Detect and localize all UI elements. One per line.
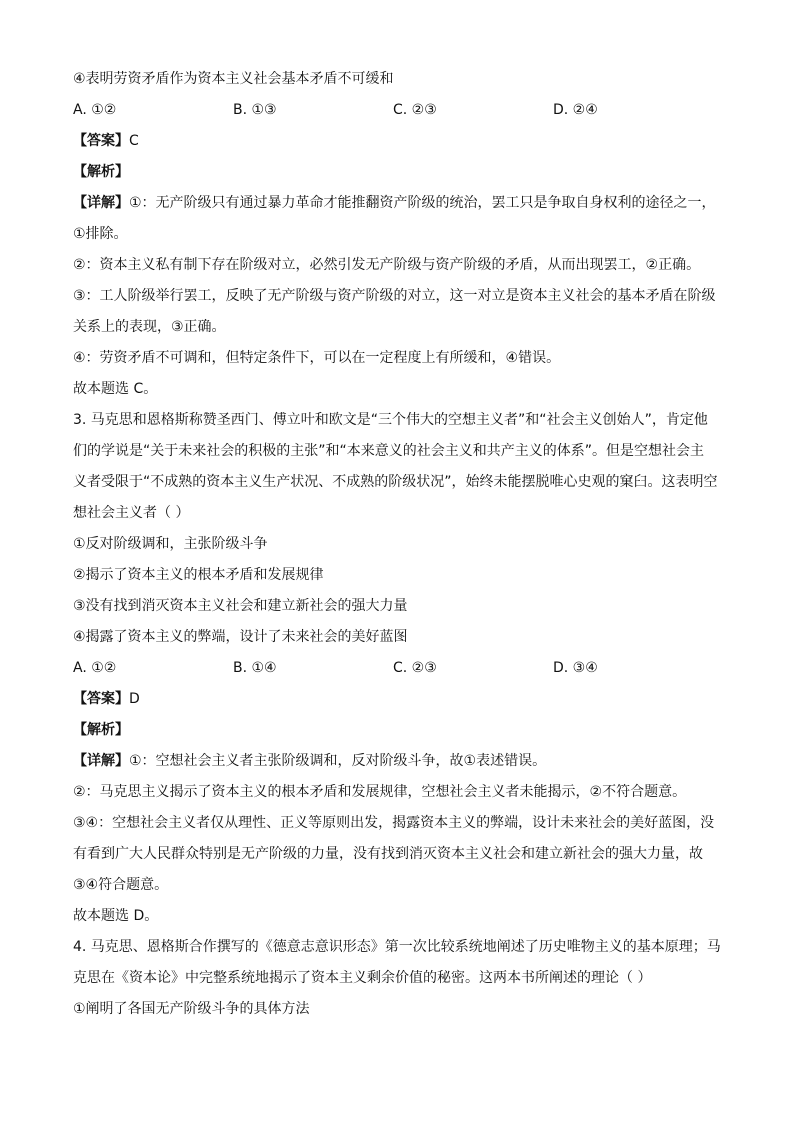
q3-detail-line-3: ③④：空想社会主义者仅从理性、正义等原则出发，揭露资本主义的弊端，设计未来社会的美好蓝图，没 xyxy=(73,815,715,831)
detail-tag: 【详解】 xyxy=(73,753,129,769)
q3-stem-line-4: 想社会主义者（ ） xyxy=(73,505,190,521)
q2-choice-c: C. ②③ xyxy=(393,102,437,118)
q4-stem-line-2: 克思在《资本论》中完整系统地揭示了资本主义剩余价值的秘密。这两本书所阐述的理论（ ） xyxy=(73,970,652,986)
q4-option-1: ①阐明了各国无产阶级斗争的具体方法 xyxy=(73,1001,310,1017)
q3-choice-a: A. ①② xyxy=(73,660,117,676)
q3-detail-line-2: ②：马克思主义揭示了资本主义的根本矛盾和发展规律，空想社会主义者未能揭示，②不符合题意。 xyxy=(73,784,687,800)
answer-tag: 【答案】 xyxy=(73,133,129,149)
answer-value: D xyxy=(129,691,140,707)
q3-detail-line-4: 有看到广大人民群众特别是无产阶级的力量，没有找到消灭资本主义社会和建立新社会的强大力量，故 xyxy=(73,846,703,862)
q2-choices xyxy=(73,95,723,126)
q3-stem-line-3: 义者受限于“不成熟的资本主义生产状况、不成熟的阶级状况”，始终未能摆脱唯心史观的窠臼。这表明空 xyxy=(73,474,718,490)
answer-tag: 【答案】 xyxy=(73,691,129,707)
q2-choice-d: D. ②④ xyxy=(553,102,598,118)
q3-option-3: ③没有找到消灭资本主义社会和建立新社会的强大力量 xyxy=(73,598,408,614)
q2-answer xyxy=(73,126,723,157)
q3-detail-line-5: ③④符合题意。 xyxy=(73,877,169,893)
q2-conclusion: 故本题选 C。 xyxy=(73,381,158,397)
q3-stem-line-1: 3. 马克思和恩格斯称赞圣西门、傅立叶和欧文是“三个伟大的空想主义者”和“社会主义创始人”，肯定他 xyxy=(73,412,708,428)
q3-choices xyxy=(73,653,723,684)
q2-choice-b: B. ①③ xyxy=(233,102,277,118)
q2-option-4: ④表明劳资矛盾作为资本主义社会基本矛盾不可缓和 xyxy=(73,71,394,87)
q3-stem-line-2: 们的学说是“关于未来社会的积极的主张”和“本来意义的社会主义和共产主义的体系”。但是空想社会主 xyxy=(73,443,705,459)
q3-option-1: ①反对阶级调和，主张阶级斗争 xyxy=(73,536,268,552)
q2-analysis-heading: 【解析】 xyxy=(73,164,129,180)
q3-choice-d: D. ③④ xyxy=(553,660,598,676)
detail-text: ①：空想社会主义者主张阶级调和，反对阶级斗争，故①表述错误。 xyxy=(129,753,547,769)
q3-analysis-heading: 【解析】 xyxy=(73,722,129,738)
q2-choice-a: A. ①② xyxy=(73,102,117,118)
document-body xyxy=(73,64,723,1025)
q2-detail-line-1 xyxy=(73,188,723,219)
detail-text: ①：无产阶级只有通过暴力革命才能推翻资产阶级的统治，罢工只是争取自身权利的途径之一， xyxy=(129,195,716,211)
q2-detail-line-2: ①排除。 xyxy=(73,226,128,242)
q2-detail-line-6: ④：劳资矛盾不可调和，但特定条件下，可以在一定程度上有所缓和，④错误。 xyxy=(73,350,561,366)
answer-value: C xyxy=(129,133,139,149)
q3-choice-c: C. ②③ xyxy=(393,660,437,676)
q3-choice-b: B. ①④ xyxy=(233,660,277,676)
q4-stem-line-1: 4. 马克思、恩格斯合作撰写的《德意志意识形态》第一次比较系统地阐述了历史唯物主义的基本原理；马 xyxy=(73,939,721,955)
q2-detail-line-3: ②：资本主义私有制下存在阶级对立，必然引发无产阶级与资产阶级的矛盾，从而出现罢工，②正确。 xyxy=(73,257,701,273)
q3-conclusion: 故本题选 D。 xyxy=(73,908,159,924)
q2-detail-line-5: 关系上的表现，③正确。 xyxy=(73,319,226,335)
q3-option-2: ②揭示了资本主义的根本矛盾和发展规律 xyxy=(73,567,324,583)
q2-detail-line-4: ③：工人阶级举行罢工，反映了无产阶级与资产阶级的对立，这一对立是资本主义社会的基本矛盾在阶级 xyxy=(73,288,716,304)
q3-option-4: ④揭露了资本主义的弊端，设计了未来社会的美好蓝图 xyxy=(73,629,408,645)
q3-answer xyxy=(73,684,723,715)
q3-detail-line-1 xyxy=(73,746,723,777)
detail-tag: 【详解】 xyxy=(73,195,129,211)
